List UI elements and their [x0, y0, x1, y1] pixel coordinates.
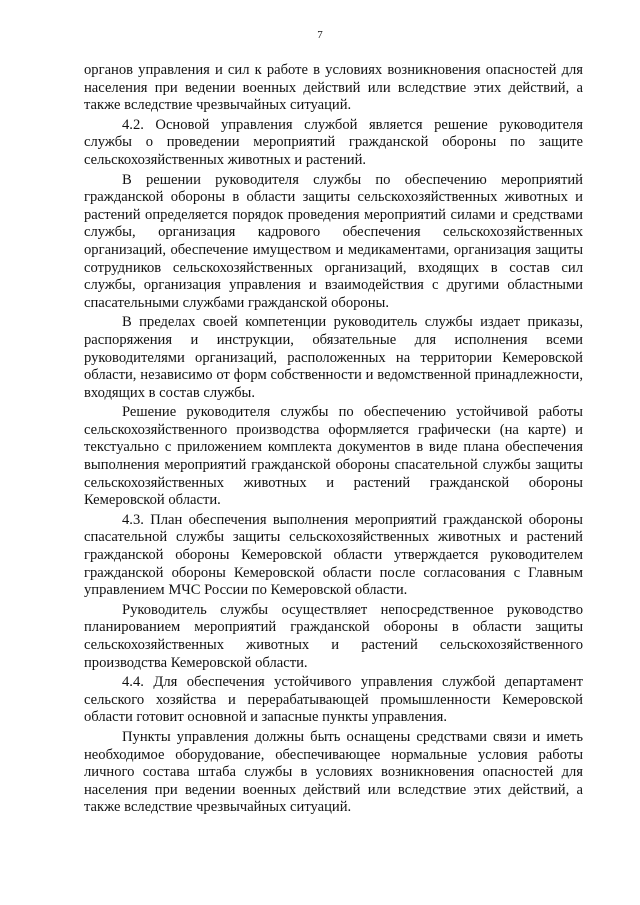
- paragraph-control-points: Пункты управления должны быть оснащены средствами связи и иметь необходимое оборудование, обеспечивающее нормальные условия работы личного состава штаба службы в условиях возникновения опасностей для населения при ведении военных действий или вследствие этих действий, а также вследствие чрезвычайных ситуаций.: [84, 728, 583, 816]
- paragraph-4-4: 4.4. Для обеспечения устойчивого управления службой департамент сельского хозяйства и перерабатывающей промышленности Кемеровской области готовит основной и запасные пункты управления.: [84, 674, 583, 726]
- paragraph-orders: В пределах своей компетенции руководитель службы издает приказы, распоряжения и инструкции, обязательные для исполнения всеми руководителями организаций, расположенных на территории Кемеровской области, независимо от форм собственности и ведомственной принадлежности, входящих в состав службы.: [84, 314, 583, 401]
- paragraph-direct-management: Руководитель службы осуществляет непосредственное руководство планированием мероприятий гражданской обороны в области защиты сельскохозяйственных животных и растений сельскохозяйственного производства Кемеровской области.: [84, 601, 583, 671]
- document-body: [84, 62, 583, 819]
- paragraph-4-2: 4.2. Основой управления службой является решение руководителя службы о проведении мероприятий гражданской обороны по защите сельскохозяйственных животных и растений.: [84, 116, 583, 168]
- paragraph-decision-format: Решение руководителя службы по обеспечению устойчивой работы сельскохозяйственного производства оформляется графически (на карте) и текстуально с приложением комплекта документов в виде плана обеспечения выполнения мероприятий гражданской обороны спасательной службы защиты сельскохозяйственных животных и растений гражданской обороны Кемеровской области.: [84, 404, 583, 509]
- paragraph-continuation: органов управления и сил к работе в условиях возникновения опасностей для населения при ведении военных действий или вследствие этих действий, а также вследствие чрезвычайных ситуаций.: [84, 62, 583, 114]
- paragraph-4-3: 4.3. План обеспечения выполнения мероприятий гражданской обороны спасательной службы защиты сельскохозяйственных животных и растений гражданской обороны Кемеровской области утверждается руководителем гражданской обороны Кемеровской области после согласования с Главным управлением МЧС России по Кемеровской области.: [84, 511, 583, 599]
- paragraph-decision-content: В решении руководителя службы по обеспечению мероприятий гражданской обороны в области защиты сельскохозяйственных животных и растений определяется порядок проведения мероприятий силами и средствами службы, организация кадрового обеспечения сельскохозяйственных организаций, обеспечение имуществом и медикаментами, организация защиты сотрудников сельскохозяйственных организаций, входящих в состав сил службы, организация управления и взаимодействия с другими областными спасательными службами гражданской обороны.: [84, 171, 583, 311]
- page-number: 7: [317, 29, 323, 41]
